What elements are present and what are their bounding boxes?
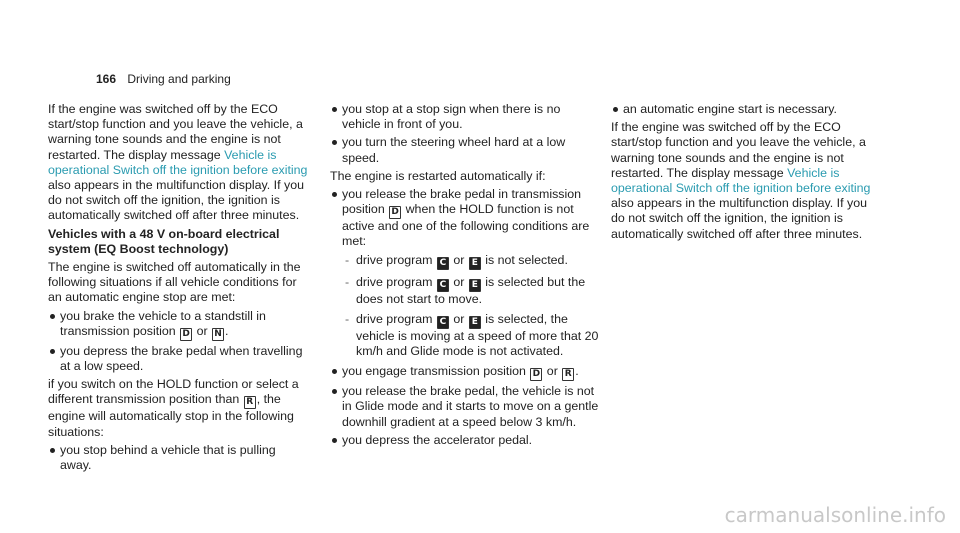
column-3 bbox=[611, 102, 873, 245]
transmission-d-icon: D bbox=[389, 206, 401, 219]
list-item: you depress the accelerator pedal. bbox=[330, 433, 600, 448]
hold-paragraph: if you switch on the HOLD function or select a different transmission position than R , the engine will automatically stop in the following situations: bbox=[48, 377, 299, 439]
eco-stop-paragraph: If the engine was switched off by the ECO start/stop function and you leave the vehicle, a warning tone sounds and the engine is not restarted. The display message Vehicle is operational Switch off the ignition before exiting also appears in the multifunction display. If you do not switch off the ignition, the ignition is automatically switched off after three minutes. bbox=[611, 120, 871, 241]
drive-program-sublist bbox=[342, 253, 600, 360]
drive-program-c-icon: C bbox=[437, 257, 449, 270]
list-item: you turn the steering wheel hard at a low speed. bbox=[330, 135, 600, 165]
restart-list bbox=[330, 187, 600, 448]
list-item: an automatic engine start is necessary. bbox=[611, 102, 873, 117]
transmission-n-icon: N bbox=[212, 328, 224, 341]
list-item: you stop behind a vehicle that is pulling away. bbox=[48, 443, 310, 473]
sub-list-item: - drive program C or E is not selected. bbox=[342, 253, 600, 270]
page-number: 166 bbox=[96, 72, 117, 86]
sub-list-item: - drive program C or E is selected but the does not start to move. bbox=[342, 275, 600, 307]
restart-list-continued bbox=[611, 102, 873, 117]
list-item: you release the brake pedal, the vehicle is not in Glide mode and it starts to move on a gentle downhill gradient at a speed below 3 km/h. bbox=[330, 384, 600, 430]
drive-program-c-icon: C bbox=[437, 316, 449, 329]
section-heading: Vehicles with a 48 V on-board electrical system (EQ Boost technology) bbox=[48, 226, 280, 256]
page-header bbox=[96, 72, 231, 87]
transmission-r-icon: R bbox=[562, 368, 574, 381]
transmission-d-icon: D bbox=[180, 328, 192, 341]
hold-list-continued bbox=[330, 102, 600, 166]
drive-program-e-icon: E bbox=[469, 316, 481, 329]
display-message-link: Vehicle is operational Switch off the ignition before exiting bbox=[48, 147, 308, 177]
drive-program-c-icon: C bbox=[437, 279, 449, 292]
restart-intro: The engine is restarted automatically if: bbox=[330, 168, 546, 183]
transmission-r-icon: R bbox=[244, 396, 256, 409]
watermark: carmanualsonline.info bbox=[724, 502, 946, 527]
section-title: Driving and parking bbox=[127, 72, 231, 86]
column-2 bbox=[330, 102, 600, 451]
transmission-d-icon: D bbox=[530, 368, 542, 381]
list-item: you stop at a stop sign when there is no vehicle in front of you. bbox=[330, 102, 600, 132]
display-message-link: Vehicle is operational Switch off the ignition before exiting bbox=[611, 165, 871, 196]
sub-list-item: - drive program C or E is selected, the vehicle is moving at a speed of more that 20 km/h and Glide mode is not activated. bbox=[342, 312, 600, 359]
drive-program-e-icon: E bbox=[469, 257, 481, 270]
list-item: you brake the vehicle to a standstill in transmission position D or N . bbox=[48, 309, 310, 341]
drive-program-e-icon: E bbox=[469, 279, 481, 292]
list-item: you release the brake pedal in transmission position D when the HOLD function is not active and one of the following conditions are met: - drive program C or E is not selected. - drive program C or E is selected but the does not start to move. - drive program C or E is selected, the vehicle is moving at a speed of more that 20 km/h and Glide mode is not activated. bbox=[330, 187, 600, 359]
hold-list bbox=[48, 443, 310, 473]
column-1 bbox=[48, 102, 310, 476]
list-item: you depress the brake pedal when travelling at a low speed. bbox=[48, 344, 310, 374]
auto-off-list bbox=[48, 309, 310, 375]
auto-off-intro: The engine is switched off automatically in the following situations if all vehicle conditions for an automatic engine stop are met: bbox=[48, 260, 301, 305]
list-item: you engage transmission position D or R . bbox=[330, 364, 600, 381]
eco-stop-paragraph: If the engine was switched off by the ECO start/stop function and you leave the vehicle, a warning tone sounds and the engine is not restarted. The display message Vehicle is operational Switch off the ignition before exiting also appears in the multifunction display. If you do not switch off the ignition, the ignition is automatically switched off after three minutes. bbox=[48, 102, 308, 223]
